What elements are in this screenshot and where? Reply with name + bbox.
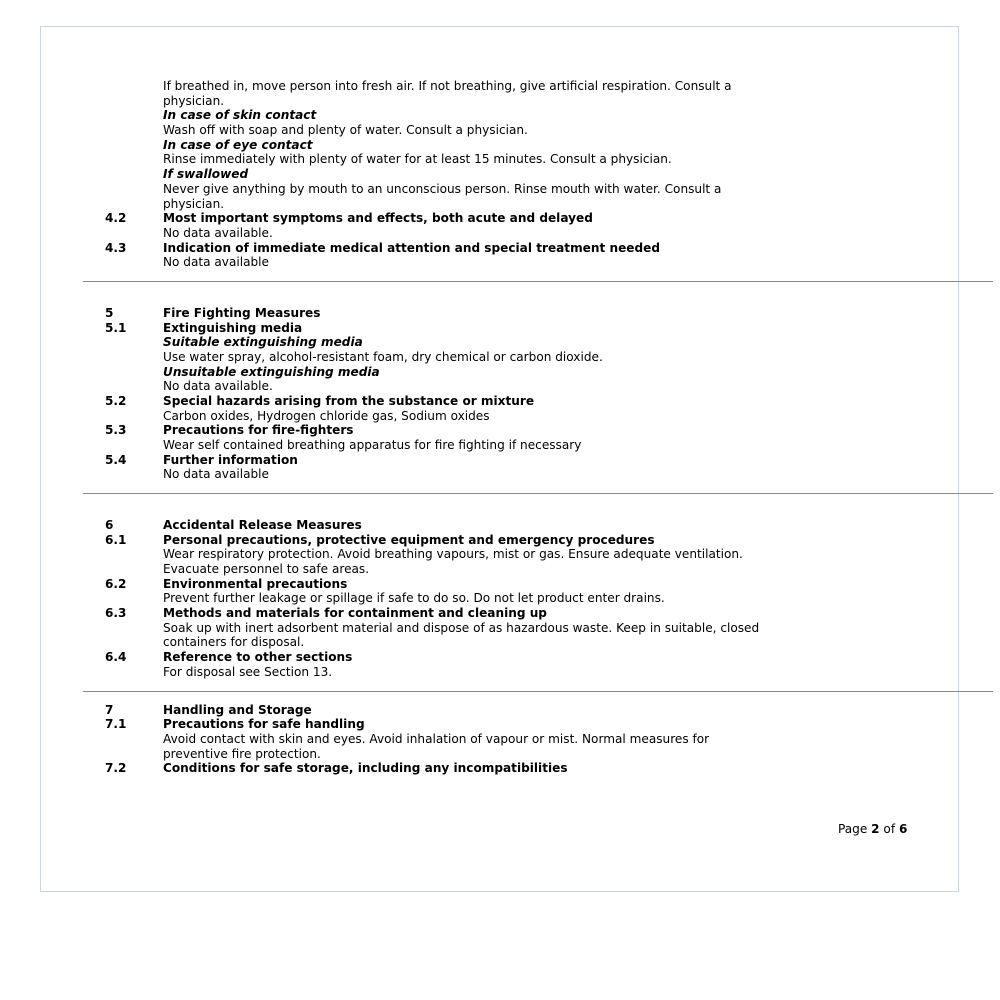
page-current: 2 — [871, 822, 880, 836]
section-heading — [105, 306, 955, 321]
section-number: 6 — [105, 517, 114, 532]
subsection-heading — [105, 211, 955, 226]
subsection-text: Prevent further leakage or spillage if safe to do so. Do not let product enter drains. — [163, 591, 665, 606]
subsection-text: No data available — [163, 467, 269, 482]
text-line — [105, 747, 955, 762]
swallowed-text-cont: physician. — [163, 196, 225, 211]
page-word: Page — [838, 822, 868, 836]
subsection-heading — [105, 606, 955, 621]
eye-contact-heading: In case of eye contact — [163, 137, 313, 152]
subsection-title: Conditions for safe storage, including any incompatibilities — [163, 761, 568, 776]
section-title: Handling and Storage — [163, 702, 312, 717]
text-line — [105, 94, 955, 109]
section-heading — [105, 703, 955, 718]
unsuitable-media-heading: Unsuitable extinguishing media — [163, 364, 380, 379]
text-line — [105, 108, 955, 123]
subsection-text-cont: Evacuate personnel to safe areas. — [163, 562, 370, 577]
suitable-media-heading: Suitable extinguishing media — [163, 335, 363, 350]
subsection-heading — [105, 717, 955, 732]
subsection-heading — [105, 321, 955, 336]
subsection-number: 6.1 — [105, 532, 127, 547]
text-line — [105, 197, 955, 212]
first-aid-inhalation-text: If breathed in, move person into fresh air. If not breathing, give artificial respiration. Consult a — [163, 79, 732, 93]
text-line — [105, 138, 955, 153]
section-number: 7 — [105, 702, 114, 717]
subsection-number: 4.3 — [105, 240, 127, 255]
page-of: of — [883, 822, 896, 836]
subsection-text: Wear respiratory protection. Avoid breathing vapours, mist or gas. Ensure adequate ventilation. — [163, 547, 743, 562]
skin-contact-text: Wash off with soap and plenty of water. Consult a physician. — [163, 123, 528, 138]
subsection-number: 4.2 — [105, 211, 127, 226]
subsection-heading — [105, 394, 955, 409]
subsection-title: Indication of immediate medical attention and special treatment needed — [163, 240, 661, 255]
subsection-title: Most important symptoms and effects, both acute and delayed — [163, 211, 593, 226]
skin-contact-heading: In case of skin contact — [163, 108, 317, 123]
subsection-number: 5.4 — [105, 452, 127, 467]
subsection-heading — [105, 761, 955, 776]
text-line — [105, 409, 955, 424]
section-divider — [105, 680, 955, 703]
page-number — [838, 822, 907, 836]
section-divider — [105, 270, 955, 293]
document-content — [105, 79, 955, 776]
subsection-heading — [105, 453, 955, 468]
section-divider — [105, 482, 955, 505]
eye-contact-text: Rinse immediately with plenty of water for at least 15 minutes. Consult a physician. — [163, 152, 672, 167]
text-line — [105, 365, 955, 380]
text-line — [105, 562, 955, 577]
unsuitable-media-text: No data available. — [163, 379, 273, 394]
subsection-number: 6.3 — [105, 606, 127, 621]
subsection-heading — [105, 241, 955, 256]
document-page — [40, 26, 959, 892]
subsection-title: Further information — [163, 452, 298, 467]
swallowed-text: Never give anything by mouth to an unconscious person. Rinse mouth with water. Consult a — [163, 181, 722, 196]
subsection-heading — [105, 533, 955, 548]
subsection-text: Wear self contained breathing apparatus for fire fighting if necessary — [163, 438, 582, 453]
subsection-text: Avoid contact with skin and eyes. Avoid inhalation of vapour or mist. Normal measures for — [163, 731, 710, 746]
text-line — [105, 182, 955, 197]
subsection-title: Reference to other sections — [163, 650, 353, 665]
subsection-text-cont: preventive fire protection. — [163, 746, 321, 761]
subsection-title: Environmental precautions — [163, 576, 348, 591]
subsection-heading — [105, 423, 955, 438]
subsection-title: Precautions for fire-fighters — [163, 423, 354, 438]
subsection-number: 6.4 — [105, 650, 127, 665]
subsection-text-cont: containers for disposal. — [163, 635, 305, 650]
section-title: Fire Fighting Measures — [163, 305, 321, 320]
text-line — [105, 732, 955, 747]
text-line — [105, 438, 955, 453]
section-heading — [105, 518, 955, 533]
subsection-text: No data available — [163, 255, 269, 270]
text-line — [105, 350, 955, 365]
text-line — [105, 665, 955, 680]
text-line — [105, 123, 955, 138]
page-total: 6 — [898, 822, 908, 836]
subsection-text: Soak up with inert adsorbent material and dispose of as hazardous waste. Keep in suitable, closed — [163, 620, 760, 635]
subsection-heading — [105, 650, 955, 665]
first-aid-inhalation-text-cont: physician. — [163, 93, 225, 108]
subsection-text: For disposal see Section 13. — [163, 664, 333, 679]
subsection-title: Extinguishing media — [163, 320, 303, 335]
subsection-text: No data available. — [163, 225, 273, 240]
text-line — [105, 379, 955, 394]
subsection-title: Special hazards arising from the substance or mixture — [163, 393, 535, 408]
text-line — [105, 79, 955, 94]
text-line — [105, 635, 955, 650]
subsection-number: 7.1 — [105, 717, 127, 732]
section-title: Accidental Release Measures — [163, 517, 362, 532]
suitable-media-text: Use water spray, alcohol-resistant foam, dry chemical or carbon dioxide. — [163, 349, 603, 364]
text-line — [105, 547, 955, 562]
subsection-title: Methods and materials for containment and cleaning up — [163, 606, 547, 621]
text-line — [105, 167, 955, 182]
subsection-heading — [105, 577, 955, 592]
text-line — [105, 621, 955, 636]
subsection-number: 5.1 — [105, 320, 127, 335]
subsection-title: Precautions for safe handling — [163, 717, 365, 732]
text-line — [105, 335, 955, 350]
section-number: 5 — [105, 305, 114, 320]
subsection-number: 6.2 — [105, 576, 127, 591]
text-line — [105, 591, 955, 606]
text-line — [105, 226, 955, 241]
swallowed-heading: If swallowed — [163, 167, 249, 182]
subsection-number: 5.3 — [105, 423, 127, 438]
text-line — [105, 255, 955, 270]
text-line — [105, 467, 955, 482]
text-line — [105, 152, 955, 167]
subsection-text: Carbon oxides, Hydrogen chloride gas, Sodium oxides — [163, 408, 490, 423]
subsection-number: 5.2 — [105, 393, 127, 408]
subsection-title: Personal precautions, protective equipment and emergency procedures — [163, 532, 655, 547]
subsection-number: 7.2 — [105, 761, 127, 776]
